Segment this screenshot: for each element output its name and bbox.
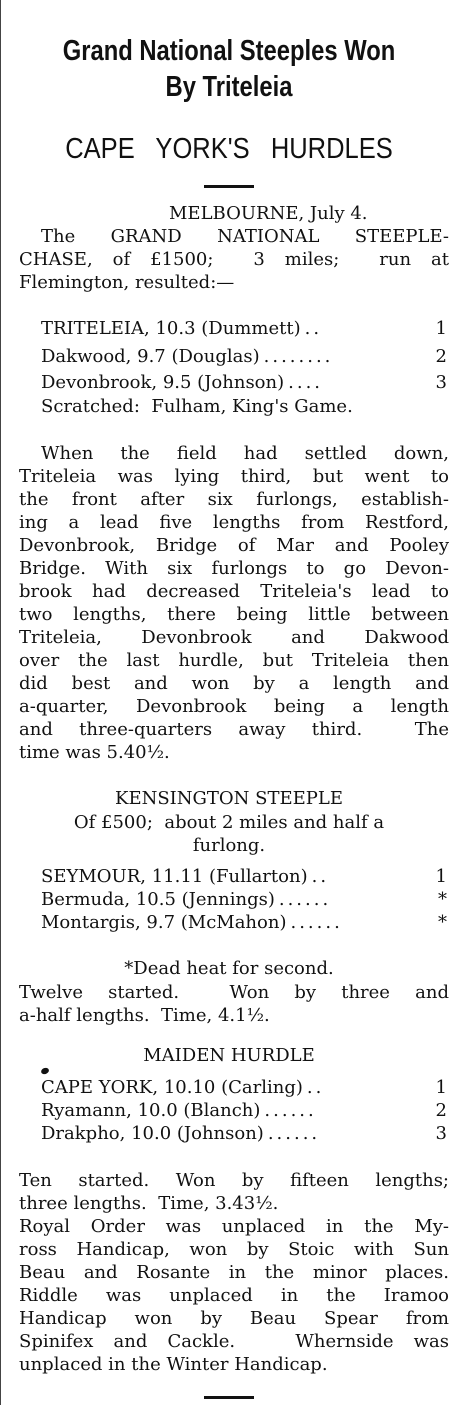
leader-dots: .... xyxy=(288,372,324,393)
summary-line: three lengths. Time, 3.43½. xyxy=(19,1193,279,1214)
end-rule xyxy=(204,1396,254,1399)
other-race-line: Beau and Rosante in the minor places. xyxy=(19,1262,449,1283)
ink-speck xyxy=(40,1067,50,1075)
report-line: Triteleia, Devonbrook and Dakwood xyxy=(19,627,449,648)
dateline: MELBOURNE, July 4. xyxy=(169,203,368,224)
result-row xyxy=(41,889,447,911)
intro-line: Flemington, resulted:— xyxy=(19,272,235,293)
report-line: the front after six furlongs, establish- xyxy=(19,489,449,510)
other-race-line: Riddle was unplaced in the Iramoo xyxy=(19,1285,449,1306)
result-row xyxy=(41,1100,447,1122)
result-position: 2 xyxy=(435,1100,447,1121)
result-horse: Montargis, 9.7 (McMahon) xyxy=(41,912,287,933)
leader-dots: ...... xyxy=(290,912,343,933)
result-row xyxy=(41,1077,447,1099)
leader-dots: ...... xyxy=(278,889,332,910)
result-position: 1 xyxy=(435,1077,447,1098)
leader-dots: ...... xyxy=(267,1123,321,1144)
result-horse: SEYMOUR, 11.11 (Fullarton) xyxy=(41,866,308,887)
result-position: 1 xyxy=(435,866,447,887)
result-horse: Ryamann, 10.0 (Blanch) xyxy=(41,1100,261,1121)
report-line: did best and won by a length and xyxy=(19,673,449,694)
result-position: 3 xyxy=(435,1123,447,1144)
result-position: * xyxy=(438,912,447,933)
intro-line: CHASE, of £1500; 3 miles; run at xyxy=(19,249,449,270)
report-line: two lengths, there being little between xyxy=(19,604,449,625)
report-line: brook had decreased Triteleia's lead to xyxy=(19,581,449,602)
subheadline: CAPE YORK'S HURDLES xyxy=(65,133,393,165)
conditions-line: furlong. xyxy=(192,835,266,856)
summary-line: Twelve started. Won by three and xyxy=(19,982,449,1003)
other-race-line: unplaced in the Winter Handicap. xyxy=(19,1354,328,1375)
result-horse: Drakpho, 10.0 (Johnson) xyxy=(41,1123,264,1144)
report-line: a-quarter, Devonbrook being a length xyxy=(19,696,449,717)
leader-dots: .. xyxy=(304,318,323,339)
report-line: When the field had settled down, xyxy=(41,443,449,464)
other-race-line: Royal Order was unplaced in the My- xyxy=(19,1216,449,1237)
result-position: * xyxy=(438,889,447,910)
report-line: time was 5.40½. xyxy=(19,742,170,763)
dead-heat-note: *Dead heat for second. xyxy=(124,958,334,979)
divider-rule xyxy=(204,185,254,188)
summary-line: Ten started. Won by fifteen lengths; xyxy=(19,1170,449,1191)
result-horse: Bermuda, 10.5 (Jennings) xyxy=(41,889,275,910)
scratched-note: Scratched: Fulham, King's Game. xyxy=(41,396,353,417)
report-line: Devonbrook, Bridge of Mar and Pooley xyxy=(19,535,449,556)
result-position: 1 xyxy=(435,318,447,339)
result-position: 3 xyxy=(435,372,447,393)
leader-dots: ...... xyxy=(264,1100,317,1121)
report-line: over the last hurdle, but Triteleia then xyxy=(19,650,449,671)
result-horse: TRITELEIA, 10.3 (Dummett) xyxy=(41,318,301,339)
leader-dots: .. xyxy=(311,866,330,887)
section-title-maiden: MAIDEN HURDLE xyxy=(143,1045,315,1066)
conditions-line: Of £500; about 2 miles and half a xyxy=(73,812,385,833)
section-title-kensington: KENSINGTON STEEPLE xyxy=(115,788,343,809)
report-line: Triteleia was lying third, but went to xyxy=(19,466,449,487)
other-race-line: Handicap won by Beau Spear from xyxy=(19,1308,449,1329)
headline-line-2: By Triteleia xyxy=(165,71,293,103)
result-horse: CAPE YORK, 10.10 (Carling) xyxy=(41,1077,303,1098)
report-line: ing a lead five lengths from Restford, xyxy=(19,512,449,533)
result-row xyxy=(41,372,447,394)
intro-line: The GRAND NATIONAL STEEPLE- xyxy=(41,226,449,247)
result-row xyxy=(41,1123,447,1145)
result-row xyxy=(41,318,447,340)
leader-dots: .. xyxy=(306,1077,325,1098)
headline-line-1: Grand National Steeples Won xyxy=(62,35,396,67)
other-race-line: Spinifex and Cackle. Whernside was xyxy=(19,1331,449,1352)
result-row xyxy=(41,912,447,934)
report-line: Bridge. With six furlongs to go Devon- xyxy=(19,558,449,579)
result-horse: Devonbrook, 9.5 (Johnson) xyxy=(41,372,285,393)
result-row xyxy=(41,866,447,888)
result-row xyxy=(41,346,447,368)
result-horse: Dakwood, 9.7 (Douglas) xyxy=(41,346,260,367)
leader-dots: ........ xyxy=(263,346,334,367)
report-line: and three-quarters away third. The xyxy=(19,719,449,740)
result-position: 2 xyxy=(435,346,447,367)
other-race-line: ross Handicap, won by Stoic with Sun xyxy=(19,1239,449,1260)
summary-line: a-half lengths. Time, 4.1½. xyxy=(19,1005,270,1026)
